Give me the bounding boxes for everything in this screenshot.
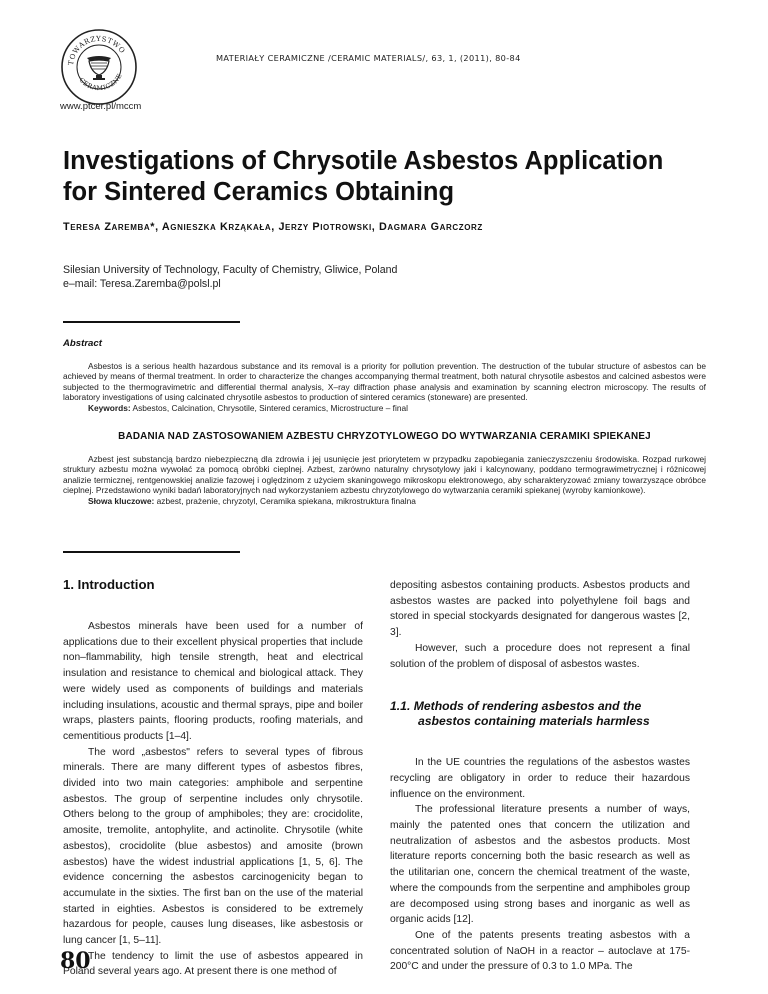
paragraph: One of the patents presents treating asbestos with a concentrated solution of NaOH in a reactor – autoclave at 175-200°C and under the pressure of 0.3 to 1.0 MPa. The: [390, 929, 690, 973]
polish-title: BADANIA NAD ZASTOSOWANIEM AZBESTU CHRYZOTYLOWEGO DO WYTWARZANIA CERAMIKI SPIEKANEJ: [118, 431, 651, 442]
subsection-heading-line-1: 1.1. Methods of rendering asbestos and the: [390, 699, 642, 714]
logo-bottom-text: CERAMICZNE: [77, 72, 124, 93]
paragraph: The word „asbestos" refers to several types of fibrous minerals. There are many different types of asbestos fibres, divided into two main categories: amphibole and serpentine asbestos. The group of serpentine includes only chrysotile. Others belong to the group of amphiboles; they are: crocidolite, amosite, tremolite, antophylite, and actinolite. Chrysotile (white asbestos), crocidolite (blue asbestos) and amosite (brown asbestos) have the widest industrial applications [1, 5, 6]. The evidence concerning the asbestos carcinogenicity began to accumulate in the sixties. The first ban on the use of the material started in eighties. Asbestos is considered to be extremely hazardous for people, causes lung diseases, like asbestosis or lung cancer [1, 5–11].: [63, 746, 363, 947]
paragraph: However, such a procedure does not represent a final solution of the problem of disposal of asbestos wastes.: [390, 642, 690, 670]
paragraph: depositing asbestos containing products. Asbestos products and asbestos wastes are packed into polyethylene foil bags and stored in special stockyards designated for dangerous wastes [2, 3].: [390, 580, 690, 639]
abstract-body: [63, 361, 706, 413]
abstract-heading: Abstract: [63, 338, 102, 349]
paragraph: The professional literature presents a number of ways, mainly the patented ones that concern the utilization and neutralization of asbestos and the asbestos products. Most literature reports concerning both the basic research as well as the utilitarian one, concern the chemical treatment of the waste, where the compounds from the serpentine and amphiboles group are decomposed using strong bases and inorganic as well as organic acids [12].: [390, 804, 690, 926]
polish-abstract-body: [63, 454, 706, 506]
article-title: [63, 146, 703, 208]
email[interactable]: e–mail: Teresa.Zaremba@polsl.pl: [63, 278, 221, 290]
polish-abstract-text: Azbest jest substancją bardzo niebezpieczną dla zdrowia i jej usunięcie jest priorytetem w przypadku zapobiegania zanieczyszczeniu środowiska. Rozpad rurkowej struktury azbestu można wywołać za pomocą obróbki cieplnej. Azbest, zarówno naturalny chrysotylowy jaki i kalcynowany, poddano termograwimetrycznej i różnicowej analizie termicznej, rentgenowskiej analizie fazowej i oględzinom z użyciem skaningowego mikroskopu elektronowego, aby scharakteryzować zmiany towarzyszące obróbce cieplnej. Przedstawiono wyniki badań laboratoryjnych nad wykorzystaniem azbestu chryzotylowego do wytwarzania ceramiki spiekanej (wyroby kamionkowe).: [63, 454, 706, 496]
paragraph: Asbestos minerals have been used for a number of applications due to their excellent physical properties that include non–flammability, high tensile strength, heat and electrical insulation and resistance to chemical and biological attack. They were widely used as components of buildings and materials including insulations, acoustic and thermal sprays, pipe and boiler wraps, plasters paints, flooring products, roofing materials, and cementitious products [1–4].: [63, 621, 363, 742]
subsection-heading-line-2: asbestos containing materials harmless: [418, 714, 650, 729]
polish-keywords: [63, 496, 706, 506]
polish-keywords-text: azbest, prażenie, chryzotyl, Ceramika spiekana, mikrostruktura finalna: [156, 495, 416, 506]
keywords-label: Keywords:: [88, 402, 131, 413]
affiliation: Silesian University of Technology, Faculty of Chemistry, Gliwice, Poland: [63, 264, 398, 276]
title-line-2: for Sintered Ceramics Obtaining: [63, 178, 455, 206]
divider-1: [63, 321, 240, 323]
abstract-text: Asbestos is a serious health hazardous substance and its removal is a priority for pollution prevention. The destruction of the tubular structure of asbestos can be achieved by means of thermal treatment. In order to characterize the changes accompanying thermal treatment, both natural chrysotile asbestos and calcined asbestos were subjected to the thermogravimetric and differential thermal analysis, X–ray diffraction phase analysis and examination by scanning electron microscopy. The results of laboratory investigations of using calcinated chrysotile asbestos to production of sintered ceramics (stoneware) are presented.: [63, 361, 706, 403]
section-heading-introduction: 1. Introduction: [63, 577, 155, 592]
logo-top-text: TOWARZYSTWO: [66, 34, 127, 66]
svg-text:TOWARZYSTWO: [67, 35, 127, 66]
title-line-1: Investigations of Chrysotile Asbestos Application: [63, 147, 664, 175]
paragraph: In the UE countries the regulations of the asbestos wastes recycling are obligatory in order to reduce their hazardous influence on the environment.: [390, 757, 690, 800]
vase-emblem-icon: [87, 56, 111, 80]
journal-url[interactable]: www.ptcer.pl/mccm: [60, 101, 142, 112]
keywords-text: Asbestos, Calcination, Chrysotile, Sintered ceramics, Microstructure – final: [132, 402, 408, 413]
society-logo: [60, 28, 138, 106]
journal-header: MATERIAŁY CERAMICZNE /CERAMIC MATERIALS/, 63, 1, (2011), 80-84: [216, 53, 521, 63]
right-column: [390, 578, 690, 975]
page-number: 80: [60, 948, 91, 974]
subsection-heading-methods: [390, 699, 690, 729]
left-column: [63, 577, 363, 980]
paragraph: The tendency to limit the use of asbestos appeared in Poland several years ago. At present there is one method of: [63, 950, 363, 978]
affiliation-block: [63, 263, 397, 291]
author-list: Teresa Zaremba*, Agnieszka Krząkała, Jerzy Piotrowski, Dagmara Garczorz: [63, 221, 483, 233]
polish-keywords-label: Słowa kluczowe:: [88, 495, 155, 506]
divider-2: [63, 551, 240, 553]
abstract-keywords: [63, 403, 706, 413]
